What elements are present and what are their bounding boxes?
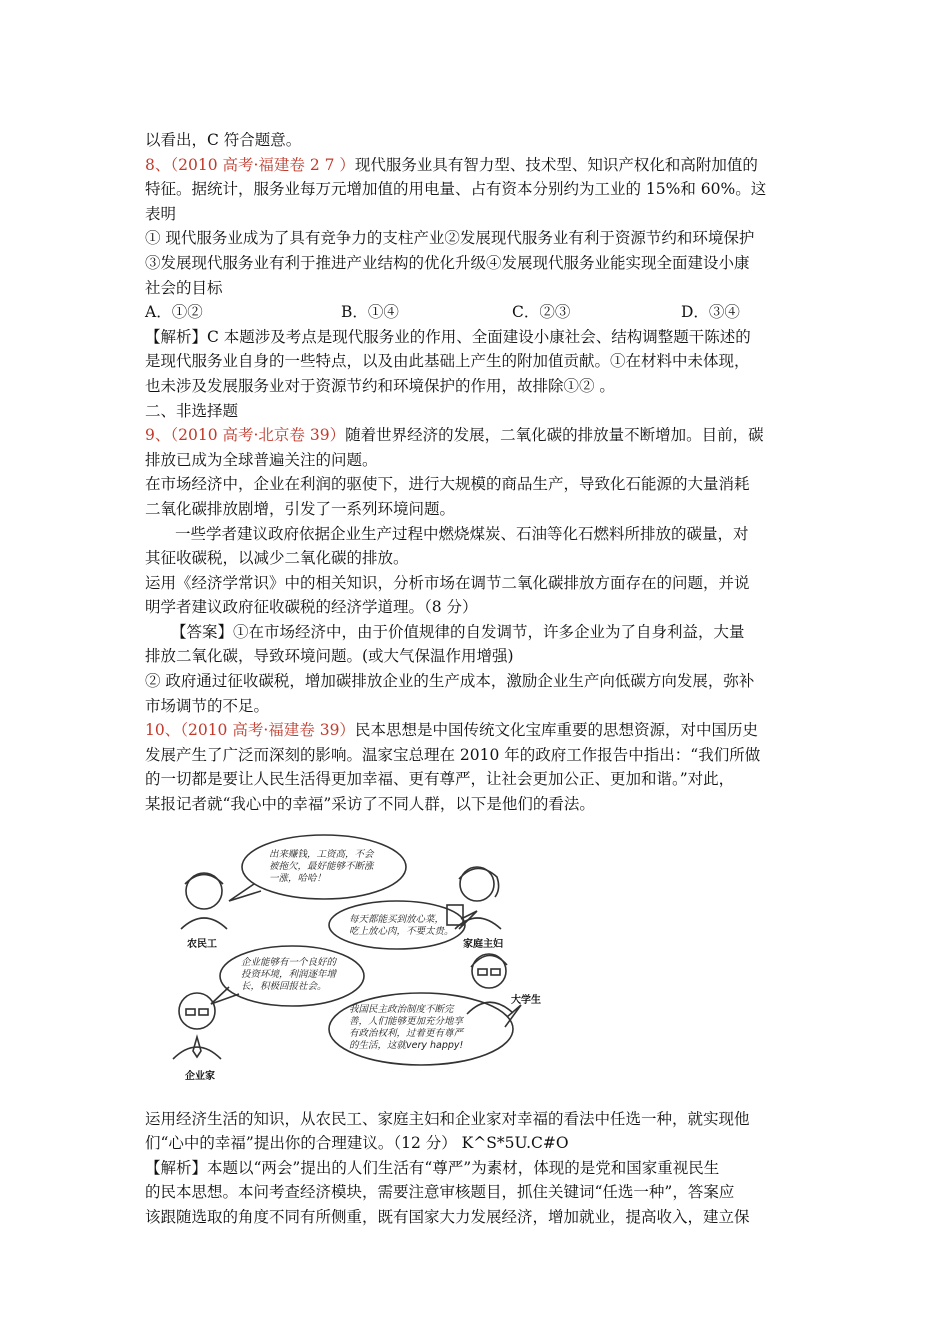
line-text: 二、非选择题 [145,401,239,420]
text-line [145,202,810,227]
text-line [145,743,810,768]
text-line [145,767,810,792]
text-line [145,669,810,694]
section-question-8 [145,128,810,300]
text-line [145,448,810,473]
bubble-worker-text [269,849,374,885]
line-text: 运用经济生活的知识，从农民工、家庭主妇和企业家对幸福的看法中任选一种，就实现他 [145,1109,750,1128]
text-line [145,374,810,399]
bubble-line: 吃上放心肉，不要太贵。 [349,925,454,937]
text-line [145,644,810,669]
bubble-entrepreneur-text [241,957,336,993]
line-text: 市场调节的不足。 [145,696,270,715]
line-text: 某报记者就“我心中的幸福”采访了不同人群，以下是他们的看法。 [145,795,595,814]
bubble-student-text [349,1004,463,1052]
answer-options [145,300,810,325]
question-source: 9、（2010 高考·北京卷 39） [145,426,346,445]
line-text: 是现代服务业自身的一些特点，以及由此基础上产生的附加值贡献。①在材料中未体现， [145,352,750,371]
line-text: 的民本思想。本问考查经济模块，需要注意审核题目，抓住关键词“任选一种”，答案应 [145,1183,735,1202]
text-line [145,1180,810,1205]
line-text: 也未涉及发展服务业对于资源节约和环境保护的作用，故排除①② 。 [145,376,615,395]
line-text: 随着世界经济的发展，二氧化碳的排放量不断增加。目前，碳 [345,426,764,445]
option-a: A．①② [145,303,203,322]
option-d: D．③④ [681,303,740,322]
text-line [145,1205,810,1230]
line-text: 的一切都是要让人民生活得更加幸福、更有尊严，让社会更加公正、更加和谐。”对此， [145,770,735,789]
bubble-line: 一涨，哈哈！ [269,872,327,884]
text-line [145,153,810,178]
bubble-line: 被拖欠，最好能够不断涨 [269,860,374,872]
line-text: 们“心中的幸福”提出你的合理建议。（12 分） K^S*5U.C#O [145,1134,569,1153]
bubble-line: 的生活，这就very happy! [349,1039,464,1051]
line-text: 【解析】C 本题涉及考点是现代服务业的作用、全面建设小康社会、结构调整题干陈述的 [145,327,751,346]
bubble-line: 有政治权利，过着更有尊严 [349,1027,464,1039]
bubble-line: 我国民主政治制度不断完 [349,1003,454,1015]
bubble-line: 长，积极回报社会。 [241,980,327,992]
line-text: ② 政府通过征收碳税，增加碳排放企业的生产成本，激励企业生产向低碳方向发展，弥补 [145,672,755,691]
text-line [145,325,810,350]
text-line [145,620,810,645]
bubble-line: 企业能够有一个良好的 [241,956,337,968]
text-line [145,251,810,276]
section-questions-9-10 [145,325,810,817]
text-line [145,595,810,620]
text-line [145,349,810,374]
line-text: 社会的目标 [145,278,223,297]
text-line [145,1131,810,1156]
bubble-housewife-text [349,914,454,938]
line-text: 运用《经济学常识》中的相关知识，分析市场在调节二氧化碳排放方面存在的问题，并说 [145,573,750,592]
bubble-line: 出来赚钱，工资高，不会 [269,848,374,860]
bubble-line: 每天都能买到放心菜， [349,913,445,925]
document-page [145,128,810,1230]
text-line [145,546,810,571]
bubble-line: 善，人们能够更加充分地享 [349,1015,464,1027]
text-line [145,571,810,596]
line-text: ③发展现代服务业有利于推进产业结构的优化升级④发展现代服务业能实现全面建设小康 [145,253,750,272]
text-line [145,177,810,202]
text-line [145,399,810,424]
cartoon-illustration [159,829,559,1091]
line-text: 一些学者建议政府依据企业生产过程中燃烧煤炭、石油等化石燃料所排放的碳量，对 [175,524,749,543]
question-source: 8、（2010 高考·福建卷 2 7 ） [145,155,355,174]
option-b: B．①④ [341,303,399,322]
text-line [145,472,810,497]
text-line [145,1156,810,1181]
line-text: 其征收碳税，以减少二氧化碳的排放。 [145,549,409,568]
text-line [145,792,810,817]
text-line [145,276,810,301]
text-line [145,694,810,719]
line-text: 民本思想是中国传统文化宝库重要的思想资源，对中国历史 [354,721,758,740]
label-worker: 农民工 [187,938,217,950]
line-text: ① 现代服务业成为了具有竞争力的支柱产业②发展现代服务业有利于资源节约和环境保护 [145,229,755,248]
bubble-line: 投资环境，利润逐年增 [241,968,337,980]
line-text: 该跟随选取的角度不同有所侧重，既有国家大力发展经济，增加就业，提高收入，建立保 [145,1208,750,1226]
text-line [145,226,810,251]
line-text: 排放已成为全球普遍关注的问题。 [145,450,378,469]
question-source: 10、（2010 高考·福建卷 39） [145,721,355,740]
line-text: 明学者建议政府征收碳税的经济学道理。（8 分） [145,598,478,617]
line-text: 发展产生了广泛而深刻的影响。温家宝总理在 2010 年的政府工作报告中指出：“我们所做 [145,745,761,764]
label-student: 大学生 [511,994,541,1006]
line-text: 二氧化碳排放剧增，引发了一系列环境问题。 [145,499,456,518]
text-line [145,497,810,522]
line-text: 在市场经济中，企业在利润的驱使下，进行大规模的商品生产，导致化石能源的大量消耗 [145,475,750,494]
line-text: 排放二氧化碳，导致环境问题。(或大气保温作用增强) [145,647,514,666]
option-c: C．②③ [512,303,571,322]
text-line [145,718,810,743]
line-text: 特征。据统计，服务业每万元增加值的用电量、占有资本分别约为工业的 15%和 60%。这 [145,180,767,199]
label-entrepreneur: 企业家 [185,1070,215,1082]
line-text: 【解析】本题以“两会”提出的人们生活有“尊严”为素材，体现的是党和国家重视民生 [145,1158,720,1177]
label-housewife: 家庭主妇 [463,938,503,950]
line-text: 【答案】①在市场经济中，由于价值规律的自发调节，许多企业为了自身利益，大量 [171,622,745,641]
line-text: 表明 [145,204,177,223]
section-question-10-analysis [145,1107,810,1230]
text-line [145,522,810,547]
text-line [145,423,810,448]
line-text: 现代服务业具有智力型、技术型、知识产权化和高附加值的 [354,155,758,174]
line-text: 以看出，C 符合题意。 [145,131,302,149]
text-line [145,1107,810,1132]
text-line [145,128,810,153]
